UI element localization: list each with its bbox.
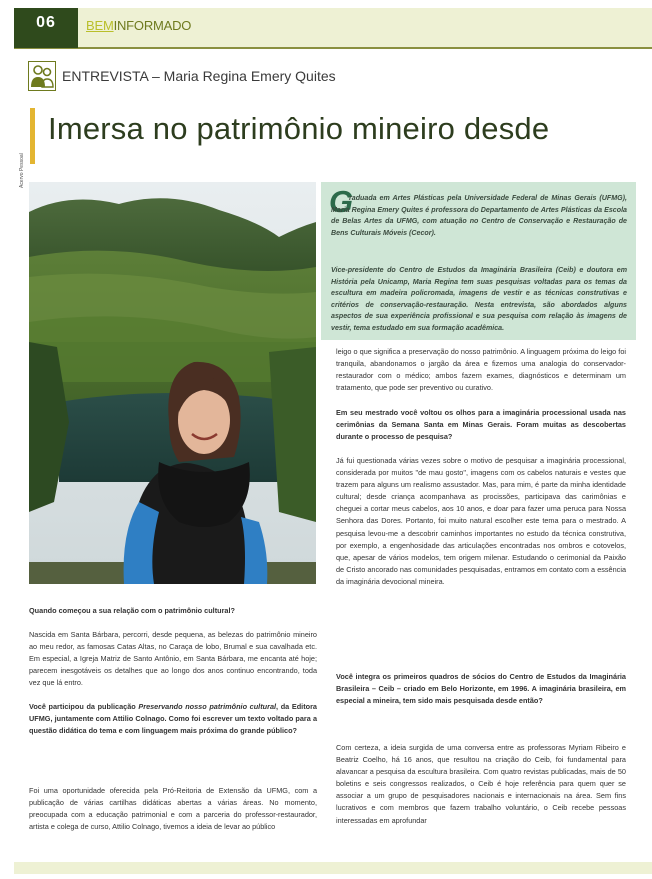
interview-separator: – — [148, 68, 164, 84]
interview-byline — [62, 68, 336, 84]
right-answer-1: Já fui questionada várias vezes sobre o motivo de pesquisar a imaginária processional, considerada por muitos "de mau gosto", imagens com os cabelos naturais e vestes que trazem para alguns um realismo assustador. Mas, para mim, é parte da minha identidade cultural; desde criança acompanhava as procissões, participava das carimônias e cheguei a cortar meus cabelos, aos 10 anos, e doar para fazer uma peruca para Nossa Senhora das Dores. Portanto, foi muito natural escolher este tema para o mestrado. A pesquisa levou-me a descobrir caminhos importantes no estudo da técnica construtiva, por exemplo, a engenhosidade das articulações encontradas nos ombros e cotovelos, que, apesar de vários modelos, tem origem milenar. Estudando o cerimonial da Paixão de Cristo ancorado nas comunidades pesquisadas, entramos em contato com a essência da imaginária devocional mineira. — [336, 456, 626, 586]
section-name — [86, 18, 191, 33]
header-rule — [14, 47, 652, 49]
section-name-part1: BEM — [86, 18, 114, 33]
section-name-part2: INFORMADO — [113, 18, 192, 33]
book-title: Preservando nosso patrimônio cultural — [138, 702, 277, 711]
right-question-1: Em seu mestrado você voltou os olhos para a imaginária processional usada nas cerimônias da Semana Santa em Minas Gerais. Foram muitas as descobertas durante o processo de pesquisa? — [336, 408, 626, 442]
left-answer-1: Nascida em Santa Bárbara, percorri, desde pequena, as belezas do patrimônio mineiro ao meu redor, as famosas Catas Altas, no Caraça de lobo, Brumal e sua cavalhada etc. Em especial, a Igreja Matriz de Santo Antônio, em Santa Bárbara, me encanta até hoje; parecem inesgotáveis os detalhes que ao longo dos anos continuo encontrando, toda vez que lá entro. — [29, 630, 317, 688]
right-answer-2: Com certeza, a ideia surgida de uma conversa entre as professoras Myriam Ribeiro e Beatriz Coelho, há 16 anos, que resultou na criação do Ceib, foi fundamental para alavancar a pesquisa da escultura brasileira. Com quatro revistas publicadas, mais de 50 boletins e seis congressos realizados, o Ceib é hoje referência para quem quer se associar a um grupo de pesquisadores nacionais e internacionais na área. Sem fins lucrativos e com membros que fazem trabalho voluntário, o Ceib recebe pessoas interessadas em aprofundar — [336, 743, 626, 825]
page-number: 06 — [36, 14, 56, 31]
portrait-photo — [29, 182, 316, 584]
intro-paragraph-1: raduada em Artes Plásticas pela Universidade Federal de Minas Gerais (UFMG), Maria Regina Emery Quites é professora do Departamento de Artes Plásticas da Escola de Belas Artes da UFMG, com atuação no Centro de Conservação e Restauração de Bens Culturais Móveis (Cecor). — [331, 194, 627, 237]
intro-dropcap: G — [329, 184, 354, 219]
interviewee-name: Maria Regina Emery Quites — [163, 68, 336, 84]
footer-strip — [14, 862, 652, 874]
interview-people-icon — [28, 61, 56, 91]
right-question-2: Você integra os primeiros quadros de sócios do Centro de Estudos da Imaginária Brasileira – Ceib – criado em Belo Horizonte, em 1996. A imaginária brasileira, em especial a mineira, tem sido mais pesquisada desde então? — [336, 672, 626, 706]
photo-credit: Acervo Pessoal — [19, 153, 25, 188]
interview-label: ENTREVISTA — [62, 68, 149, 84]
right-answer-continued: leigo o que significa a preservação do nosso patrimônio. A linguagem próxima do leigo foi tranquila, abandonamos o jargão da área e fizemos uma analogia do conservador-restaurador com o médico; ambos fazem exames, diagnósticos e determinam um tratamento, que pode ser preventivo ou curativo. — [336, 347, 626, 393]
article-title: Imersa no patrimônio mineiro desde — [48, 111, 550, 146]
left-question-2: Você participou da publicação Preservando nosso patrimônio cultural, da Editora UFMG, juntamente com Attilio Colnago. Como foi escrever um texto voltado para a questão didática do tema e com linguagem mais próxima do grande público? — [29, 702, 317, 736]
title-accent-bar — [30, 108, 35, 164]
left-answer-2: Foi uma oportunidade oferecida pela Pró-Reitoria de Extensão da UFMG, com a publicação de várias cartilhas didáticas abertas a várias áreas. No momento, preocupada com a educação patrimonial e com a parceria do professor-restaurador, artista e colega de curso, Attilio Colnago, tivemos a ideia de levar ao público — [29, 786, 317, 832]
left-question-1: Quando começou a sua relação com o patrimônio cultural? — [29, 606, 235, 615]
intro-paragraph-2: Vice-presidente do Centro de Estudos da Imaginária Brasileira (Ceib) e doutora em História pela Unicamp, Maria Regina tem suas pesquisas voltadas para os temas da escultura em madeira policromada, imagens de vestir e as técnicas construtivas e critérios de conservação-restauração. Nesta entrevista, são abordados alguns aspectos de sua experiência profissional e sua pesquisa com relação às imagens de vestir, tema estudado em sua formação acadêmica. — [331, 266, 627, 332]
